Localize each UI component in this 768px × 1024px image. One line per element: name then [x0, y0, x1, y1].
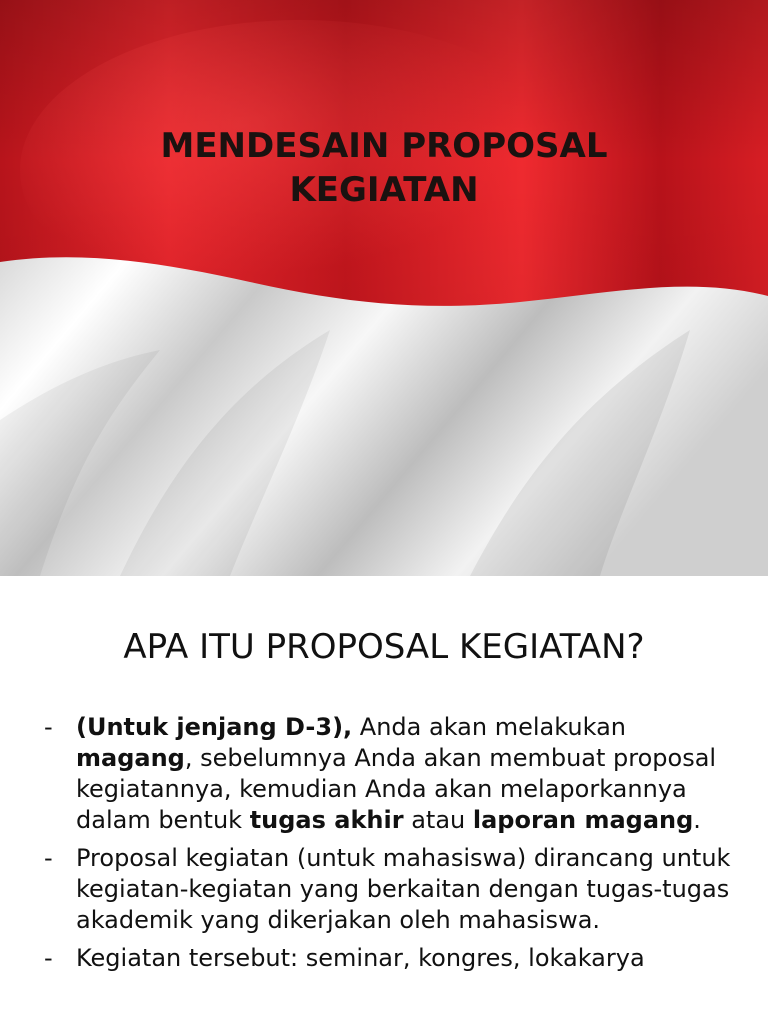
- bullet-text: , sebelumnya Anda akan membuat proposal kegiatannya, kemudian Anda akan melaporkannya dalam bentuk: [76, 744, 717, 834]
- bullet-marker: -: [44, 844, 53, 872]
- bullet-text: atau: [403, 806, 473, 834]
- bullet-item: [44, 712, 744, 836]
- content-slide-title: APA ITU PROPOSAL KEGIATAN?: [123, 627, 645, 667]
- bullet-item: [44, 843, 744, 936]
- slide-title: [84, 124, 684, 212]
- bullet-text: Anda akan melakukan: [352, 713, 627, 741]
- bullet-text-bold: tugas akhir: [249, 806, 404, 834]
- bullet-text: Kegiatan tersebut: seminar, kongres, lokakarya: [76, 944, 645, 972]
- bullet-text: .: [693, 806, 701, 834]
- bullet-item: [44, 943, 744, 974]
- slide-title-line1: MENDESAIN PROPOSAL: [160, 126, 608, 166]
- bullet-text-bold: laporan magang: [472, 806, 694, 834]
- bullet-text-bold: (Untuk jenjang D-3),: [76, 713, 353, 741]
- slide-title-line2: KEGIATAN: [289, 170, 479, 210]
- bullet-text: Proposal kegiatan (untuk mahasiswa) dirancang untuk kegiatan-kegiatan yang berkaitan dengan tugas-tugas akademik yang dikerjakan oleh mahasiswa.: [76, 844, 731, 934]
- bullet-marker: -: [44, 713, 53, 741]
- bullet-list: [44, 712, 744, 981]
- bullet-marker: -: [44, 944, 53, 972]
- content-slide: [0, 576, 768, 1024]
- bullet-text-bold: magang: [76, 744, 185, 772]
